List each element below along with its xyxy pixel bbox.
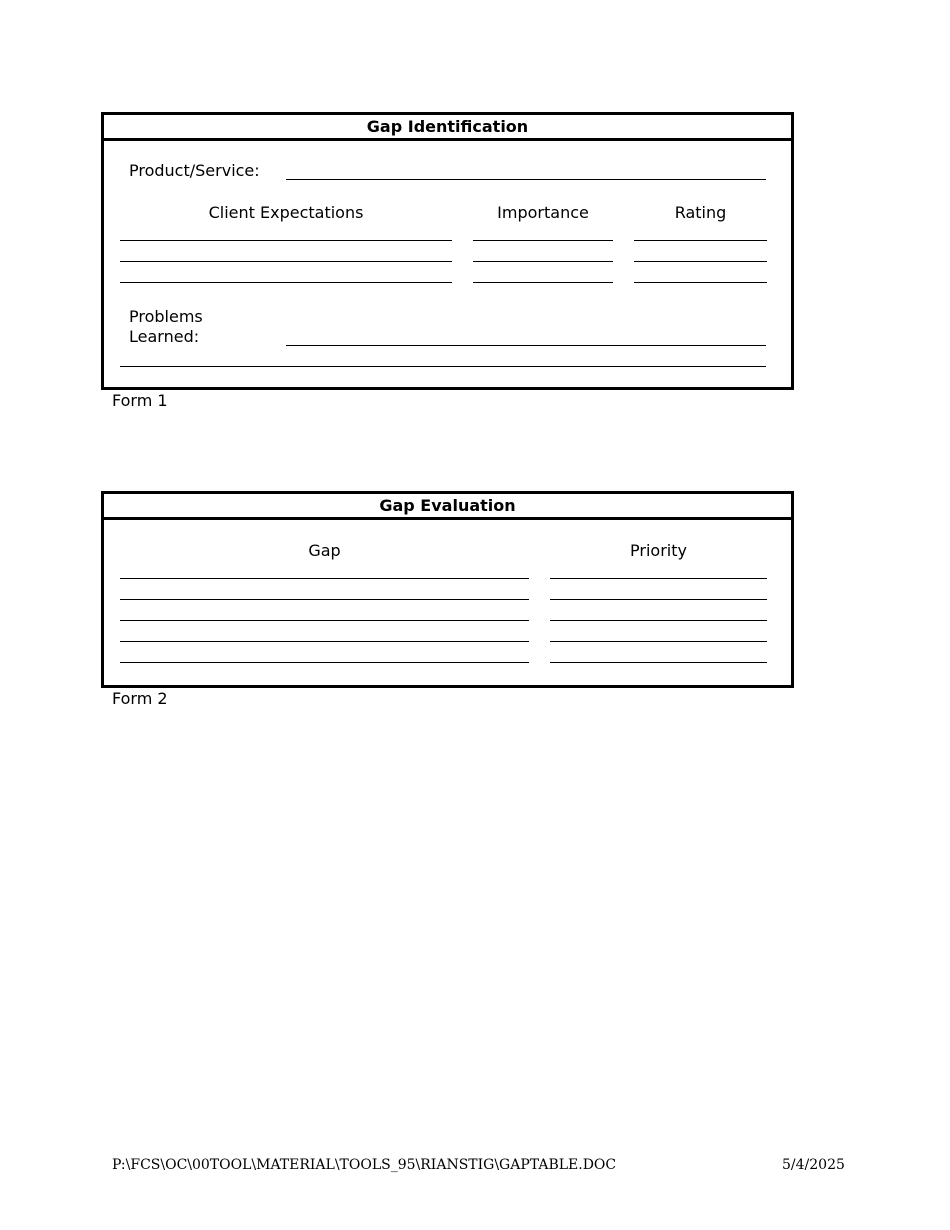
gap-line[interactable]	[120, 578, 529, 579]
gap-line[interactable]	[120, 662, 529, 663]
expectation-line[interactable]	[120, 261, 452, 262]
gap-line[interactable]	[120, 620, 529, 621]
col-rating: Rating	[674, 203, 727, 222]
problems-line[interactable]	[286, 345, 766, 346]
col-importance: Importance	[497, 203, 589, 222]
problems-label	[129, 307, 203, 347]
priority-line[interactable]	[550, 620, 767, 621]
footer-date: 5/4/2025	[782, 1157, 845, 1173]
priority-line[interactable]	[550, 599, 767, 600]
form2-caption: Form 2	[112, 689, 168, 708]
col-gap: Gap	[308, 541, 341, 560]
rating-line[interactable]	[634, 261, 767, 262]
priority-line[interactable]	[550, 578, 767, 579]
importance-line[interactable]	[473, 261, 613, 262]
form1-title: Gap Identification	[104, 115, 791, 141]
form1-caption: Form 1	[112, 391, 168, 410]
gap-line[interactable]	[120, 641, 529, 642]
gap-line[interactable]	[120, 599, 529, 600]
priority-line[interactable]	[550, 662, 767, 663]
product-service-label: Product/Service:	[129, 161, 260, 180]
rating-line[interactable]	[634, 282, 767, 283]
col-priority: Priority	[630, 541, 687, 560]
form2-title: Gap Evaluation	[104, 494, 791, 520]
importance-line[interactable]	[473, 282, 613, 283]
priority-line[interactable]	[550, 641, 767, 642]
product-service-line[interactable]	[286, 179, 766, 180]
expectation-line[interactable]	[120, 240, 452, 241]
rating-line[interactable]	[634, 240, 767, 241]
col-client-expectations: Client Expectations	[208, 203, 364, 222]
problems-label-line2: Learned:	[129, 327, 200, 346]
expectation-line[interactable]	[120, 282, 452, 283]
form2-box	[101, 491, 794, 688]
importance-line[interactable]	[473, 240, 613, 241]
problems-label-line1: Problems	[129, 307, 203, 326]
form1-box	[101, 112, 794, 390]
problems-line-full[interactable]	[120, 366, 766, 367]
footer-path: P:\FCS\OC\00TOOL\MATERIAL\TOOLS_95\RIANSTIG\GAPTABLE.DOC	[112, 1157, 617, 1173]
